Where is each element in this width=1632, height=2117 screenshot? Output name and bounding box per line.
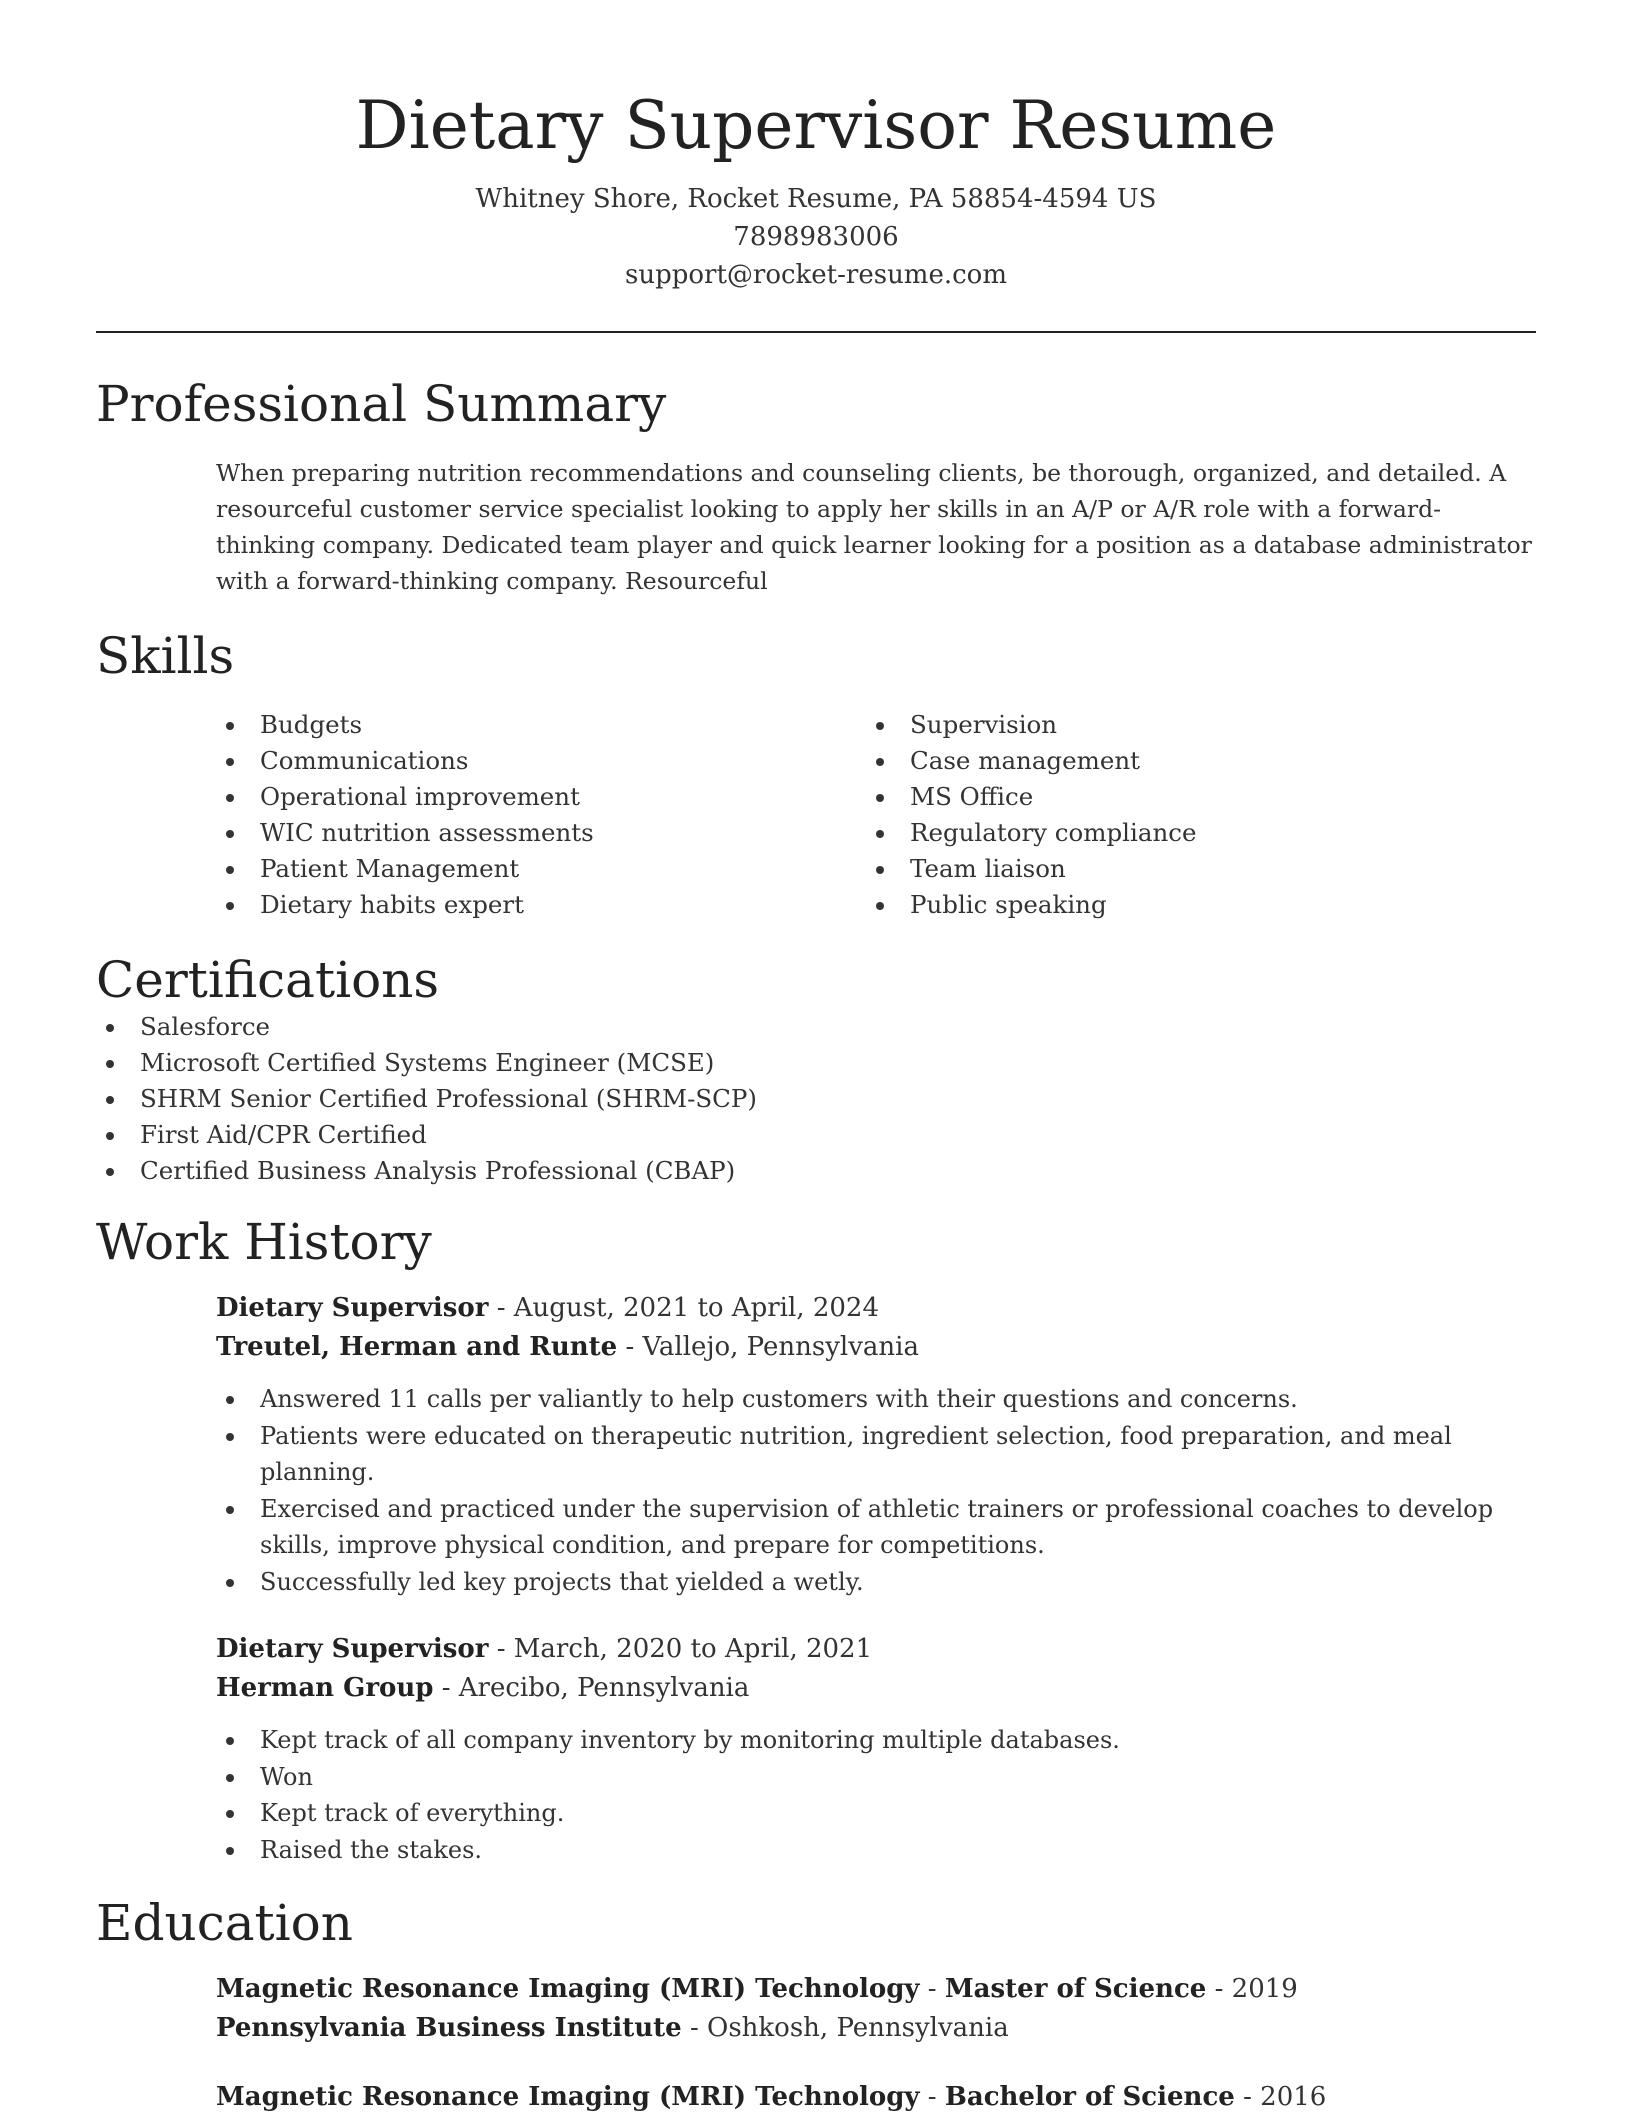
education-year: 2016 <box>1260 2082 1327 2112</box>
certifications-heading: Certifications <box>96 951 440 1009</box>
education-field: Magnetic Resonance Imaging (MRI) Technology <box>216 1974 920 2004</box>
header-divider <box>96 331 1536 333</box>
skill-item: Team liaison <box>866 851 1516 887</box>
separator: - <box>488 1634 514 1664</box>
separator: - <box>617 1332 643 1362</box>
skill-item: Public speaking <box>866 887 1516 923</box>
skills-heading: Skills <box>96 627 235 685</box>
skill-item: Dietary habits expert <box>216 887 866 923</box>
skill-item: Communications <box>216 743 866 779</box>
education-school-line <box>216 2009 1536 2048</box>
skills-grid <box>216 707 1536 923</box>
resume-title: Dietary Supervisor Resume <box>355 87 1277 164</box>
skill-item: Regulatory compliance <box>866 815 1516 851</box>
education-school: Pennsylvania Business Institute <box>216 2013 682 2043</box>
job-location: Vallejo, Pennsylvania <box>642 1332 919 1362</box>
separator: - <box>919 1974 945 2004</box>
job-dates: August, 2021 to April, 2024 <box>513 1293 879 1323</box>
education-degree: Master of Science <box>944 1974 1207 2004</box>
job-title: Dietary Supervisor <box>216 1634 489 1664</box>
job-title-line <box>216 1289 1536 1328</box>
separator: - <box>1206 1974 1232 2004</box>
skills-section <box>96 627 1536 923</box>
job-company-line <box>216 1328 1536 1367</box>
job-location: Arecibo, Pennsylvania <box>458 1673 750 1703</box>
job-bullet: Patients were educated on therapeutic nutrition, ingredient selection, food preparation, and meal planning. <box>216 1418 1536 1491</box>
certification-item: First Aid/CPR Certified <box>96 1117 1536 1153</box>
job-bullet: Raised the stakes. <box>216 1832 1536 1869</box>
job-title: Dietary Supervisor <box>216 1293 489 1323</box>
contact-email: support@rocket-resume.com <box>624 260 1007 290</box>
work-history-heading: Work History <box>96 1213 432 1271</box>
certification-item: SHRM Senior Certified Professional (SHRM-SCP) <box>96 1081 1536 1117</box>
summary-heading: Professional Summary <box>96 375 667 433</box>
education-degree-line <box>216 1970 1536 2009</box>
skill-item: Budgets <box>216 707 866 743</box>
certifications-section <box>96 951 1536 1189</box>
education-entry <box>216 1970 1536 2048</box>
education-heading: Education <box>96 1894 353 1952</box>
resume-header <box>0 0 1632 294</box>
education-year: 2019 <box>1231 1974 1298 2004</box>
separator: - <box>681 2013 708 2043</box>
job-bullet: Exercised and practiced under the supervision of athletic trainers or professional coaches to develop skills, improve physical condition, and prepare for competitions. <box>216 1491 1536 1564</box>
job-dates: March, 2020 to April, 2021 <box>513 1634 873 1664</box>
skill-item: MS Office <box>866 779 1516 815</box>
certification-item: Certified Business Analysis Professional (CBAP) <box>96 1153 1536 1189</box>
job-title-line <box>216 1630 1536 1669</box>
job-bullet: Kept track of everything. <box>216 1795 1536 1832</box>
education-entry <box>216 2078 1536 2117</box>
skill-item: Patient Management <box>216 851 866 887</box>
skills-list-right <box>866 707 1516 923</box>
job-bullets <box>216 1381 1536 1600</box>
separator: - <box>433 1673 459 1703</box>
certifications-list <box>96 1009 1536 1189</box>
skill-item: WIC nutrition assessments <box>216 815 866 851</box>
job-bullet: Kept track of all company inventory by monitoring multiple databases. <box>216 1722 1536 1759</box>
education-degree: Bachelor of Science <box>944 2082 1235 2112</box>
job-bullet: Won <box>216 1759 1536 1796</box>
skill-item: Operational improvement <box>216 779 866 815</box>
separator: - <box>919 2082 945 2112</box>
skill-item: Case management <box>866 743 1516 779</box>
contact-address: Whitney Shore, Rocket Resume, PA 58854-4594 US <box>475 184 1157 214</box>
certification-item: Microsoft Certified Systems Engineer (MCSE) <box>96 1045 1536 1081</box>
separator: - <box>1234 2082 1261 2112</box>
education-degree-line <box>216 2078 1536 2117</box>
certification-item: Salesforce <box>96 1009 1536 1045</box>
education-section <box>96 1894 1536 2117</box>
work-history-section <box>96 1213 1536 1868</box>
job-entry <box>216 1289 1536 1600</box>
skills-list-left <box>216 707 866 923</box>
contact-phone: 7898983006 <box>733 222 899 252</box>
contact-info <box>0 180 1632 294</box>
summary-text: When preparing nutrition recommendations and counseling clients, be thorough, organized, and detailed. A resourceful customer service specialist looking to apply her skills in an A/P or A/R role with a forward-thinking company. Dedicated team player and quick learner looking for a position as a database administrator with a forward-thinking company. Resourceful <box>216 459 1532 595</box>
job-bullet: Successfully led key projects that yielded a wetly. <box>216 1564 1536 1601</box>
job-bullets <box>216 1722 1536 1868</box>
job-entry <box>216 1630 1536 1868</box>
job-company: Herman Group <box>216 1673 434 1703</box>
education-location: Oshkosh, Pennsylvania <box>707 2013 1009 2043</box>
job-company: Treutel, Herman and Runte <box>216 1332 618 1362</box>
job-company-line <box>216 1669 1536 1708</box>
skill-item: Supervision <box>866 707 1516 743</box>
separator: - <box>488 1293 514 1323</box>
education-field: Magnetic Resonance Imaging (MRI) Technology <box>216 2082 920 2112</box>
summary-section <box>96 375 1536 599</box>
job-bullet: Answered 11 calls per valiantly to help customers with their questions and concerns. <box>216 1381 1536 1418</box>
